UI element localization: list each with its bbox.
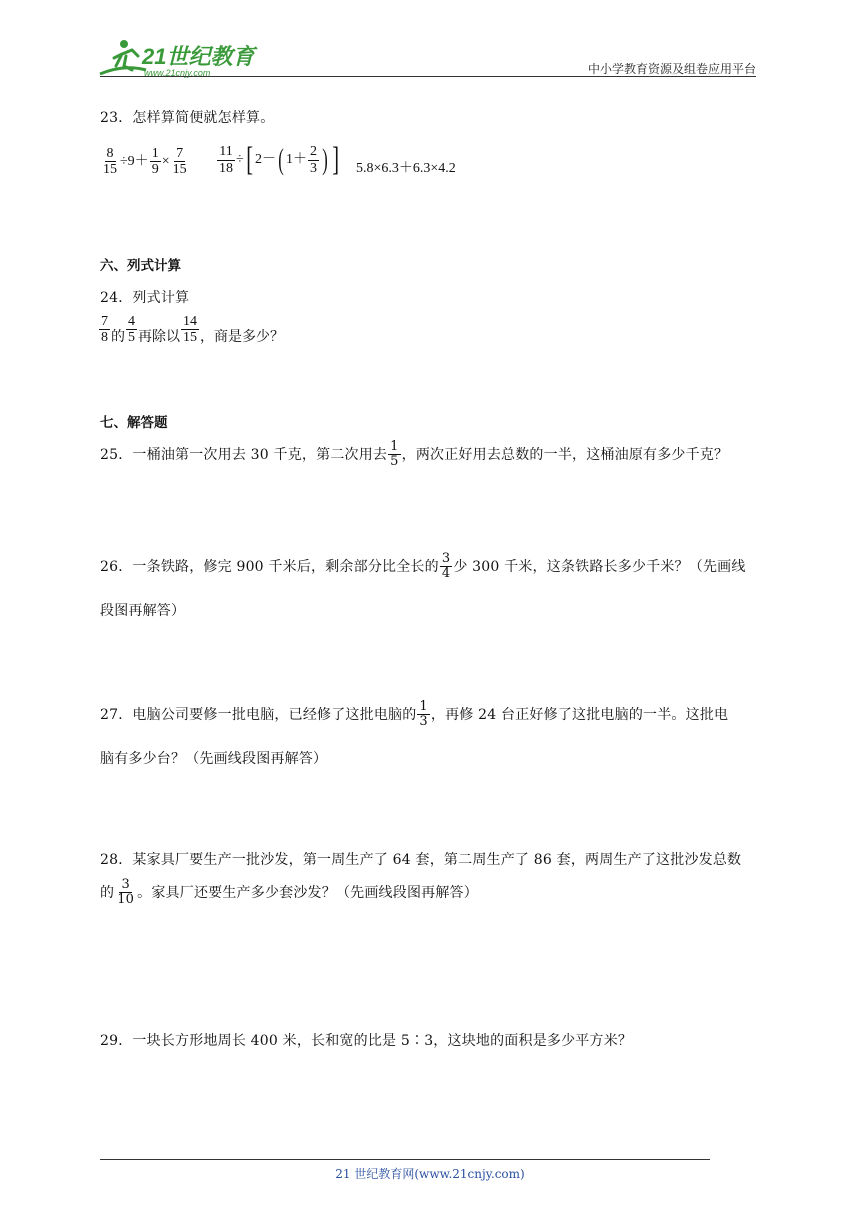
q23-expression-1: $\frac{8}{15}$ ÷9＋ $\frac{1}{9}$ × $\frac{7}{15}$ xyxy=(103,146,187,178)
question-29-text: 29．一块长方形地周长 400 米，长和宽的比是 5∶3，这块地的面积是多少平方米？ xyxy=(100,1033,633,1049)
section-7-title: 七、解答题 xyxy=(100,415,168,431)
header-divider xyxy=(100,76,756,77)
question-27-line-1: 27．电脑公司要修一批电脑，已经修了这批电脑的 $\frac{1}{3}$ ，再修 24 台正好修了这批电脑的一半。这批电 xyxy=(100,699,729,730)
header-platform-text: 中小学教育资源及组卷应用平台 xyxy=(587,62,756,76)
runner-logo-icon xyxy=(94,34,264,82)
q23-expression-2: $\frac{11}{18}$ ÷[ 2－( 1＋ $\frac{2}{3}$ ) ] xyxy=(219,141,340,178)
q23-expression-3: 5.8×6.3＋6.3×4.2 xyxy=(356,161,456,176)
question-26-line-2: 段图再解答） xyxy=(100,603,186,619)
question-25: 25．一桶油第一次用去 30 千克，第二次用去 $\frac{1}{5}$ ，两次正好用去总数的一半，这桶油原有多少千克？ xyxy=(100,439,729,470)
site-logo xyxy=(94,34,264,82)
section-6-title: 六、列式计算 xyxy=(100,258,181,274)
logo-text: 21世纪教育 xyxy=(142,44,255,69)
q24-expression: $\frac{7}{8}$ 的 $\frac{4}{5}$ 再除以 $\frac{14}{15}$ ，商是多少？ xyxy=(101,314,284,346)
question-26-line-1: 26．一条铁路，修完 900 千米后，剩余部分比全长的 $\frac{3}{4}$ 少 300 千米，这条铁路长多少千米？（先画线 xyxy=(100,551,746,582)
question-24-text: 24．列式计算 xyxy=(100,290,190,306)
question-28-line-2: 的 $\frac{3}{10}$ 。家具厂还要生产多少套沙发？（先画线段图再解答） xyxy=(100,877,478,908)
question-28-line-1: 28．某家具厂要生产一批沙发，第一周生产了 64 套，第二周生产了 86 套，两周生产了这批沙发总数 xyxy=(100,852,742,868)
logo-url: www.21cnjy.com xyxy=(144,68,211,78)
question-23-text: 23．怎样算简便就怎样算。 xyxy=(100,110,275,126)
footer-link[interactable]: 21 世纪教育网(www.21cnjy.com) xyxy=(335,1167,525,1181)
question-27-line-2: 脑有多少台？（先画线段图再解答） xyxy=(100,751,328,767)
footer-divider xyxy=(100,1159,710,1160)
